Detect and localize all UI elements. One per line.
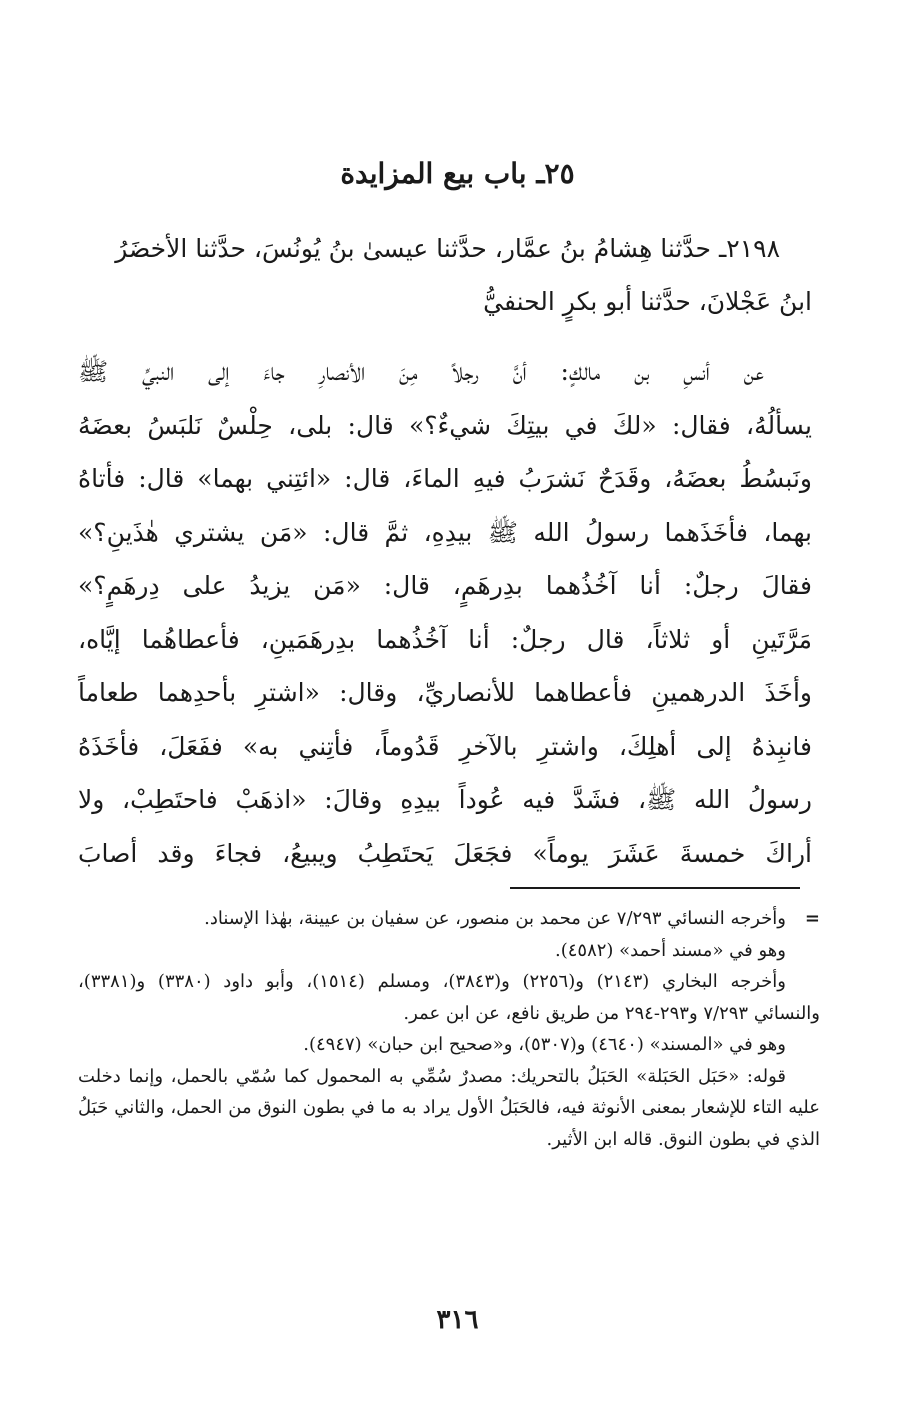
- isnad-line: ٢١٩٨ـ حدَّثنا هِشامُ بنُ عمَّار، حدَّثنا عيسىٰ بنُ يُونُسَ، حدَّثنا الأخضَرُ: [115, 234, 780, 263]
- footnote-item: وهو في «مسند أحمد» (٤٥٨٢).: [554, 939, 786, 961]
- matn-line: فانبِذهُ إلى أهلِكَ، واشترِ بالآخرِ قَدُوماً، فأتِني به» ففَعَلَ، فأخَذَهُ: [78, 731, 812, 761]
- continuation-marker: =: [804, 908, 820, 929]
- hadith-isnad: [78, 222, 812, 328]
- footnote-separator: [510, 887, 800, 889]
- matn-line: رسولُ الله ﷺ، فشَدَّ فيه عُوداً بيدِهِ وقالَ: «اذهَبْ فاحتَطِبْ، ولا: [78, 785, 812, 814]
- footnote-item: وهو في «المسند» (٤٦٤٠) و(٥٣٠٧)، و«صحيح ابن حبان» (٤٩٤٧).: [303, 1034, 786, 1055]
- footnote-item: وأخرجه البخاري (٢١٤٣) و(٢٢٥٦) و(٣٨٤٣)، ومسلم (١٥١٤)، وأبو داود (٣٣٨٠) و(٣٣٨١)، والنسائي ٧/٢٩٣ و٢٩٣-٢٩٤ من طريق نافع، عن ابن عمر.: [78, 971, 820, 1024]
- isnad-line: ابنُ عَجْلانَ، حدَّثنا أبو بكرٍ الحنفيُّ: [483, 287, 812, 316]
- matn-line: مَرَّتَينِ أو ثلاثاً، قال رجلٌ: أنا آخُذُهما بدِرهَمَينِ، فأعطاهُما إيَّاه،: [78, 624, 812, 654]
- page-number: ٣١٦: [436, 1305, 479, 1335]
- footnote-continuation: [78, 903, 820, 935]
- footnote-item: قوله: «حَبَل الحَبَلة» الحَبَلُ بالتحريك: مصدرٌ سُمِّي به المحمول كما سُمّي بالحمل، وإنما دخلت عليه التاء للإشعار بمعنى الأنوثة فيه، فالحَبَلُ الأول يراد به ما في بطون النوق من الحمل، والثاني حَبَلُ الذي في بطون النوق. قاله ابن الأثير.: [78, 1065, 820, 1150]
- hadith-matn: [78, 345, 812, 880]
- footnotes: [78, 903, 820, 1155]
- matn-line: أراكَ خمسةَ عَشَرَ يوماً» فجَعَلَ يَحتَطِبُ ويبيعُ، فجاءَ وقد أصابَ: [78, 838, 812, 868]
- matn-line: عن أنسِ بن مالكٍ: أنَّ رجلاً مِنَ الأنصارِ جاءَ إلى النبيِّ ﷺ: [78, 357, 764, 386]
- matn-line: فقالَ رجلٌ: أنا آخُذُهما بدِرهَمٍ، قال: «مَن يزيدُ على دِرهَمٍ؟»: [78, 571, 812, 600]
- chapter-title: ٢٥ـ باب بيع المزايدة: [340, 157, 575, 190]
- footnote-text: وأخرجه النسائي ٧/٢٩٣ عن محمد بن منصور، عن سفيان بن عيينة، بهٰذا الإسناد.: [204, 908, 786, 929]
- matn-line: يسألُهُ، فقال: «لكَ في بيتِكَ شيءٌ؟» قال: بلى، حِلْسٌ نَلبَسُ بعضَهُ: [78, 410, 812, 440]
- matn-line: بهما، فأخَذَهما رسولُ الله ﷺ بيدِهِ، ثمَّ قال: «مَن يشتري هٰذَينِ؟»: [78, 517, 812, 547]
- matn-line: وأخَذَ الدرهمينِ فأعطاهما للأنصاريِّ، وقال: «اشترِ بأحدِهما طعاماً: [78, 678, 812, 707]
- matn-line: ونَبسُطُ بعضَهُ، وقَدَحٌ نَشرَبُ فيهِ الماءَ، قال: «ائتِني بهما» قال: فأتاهُ: [78, 464, 812, 493]
